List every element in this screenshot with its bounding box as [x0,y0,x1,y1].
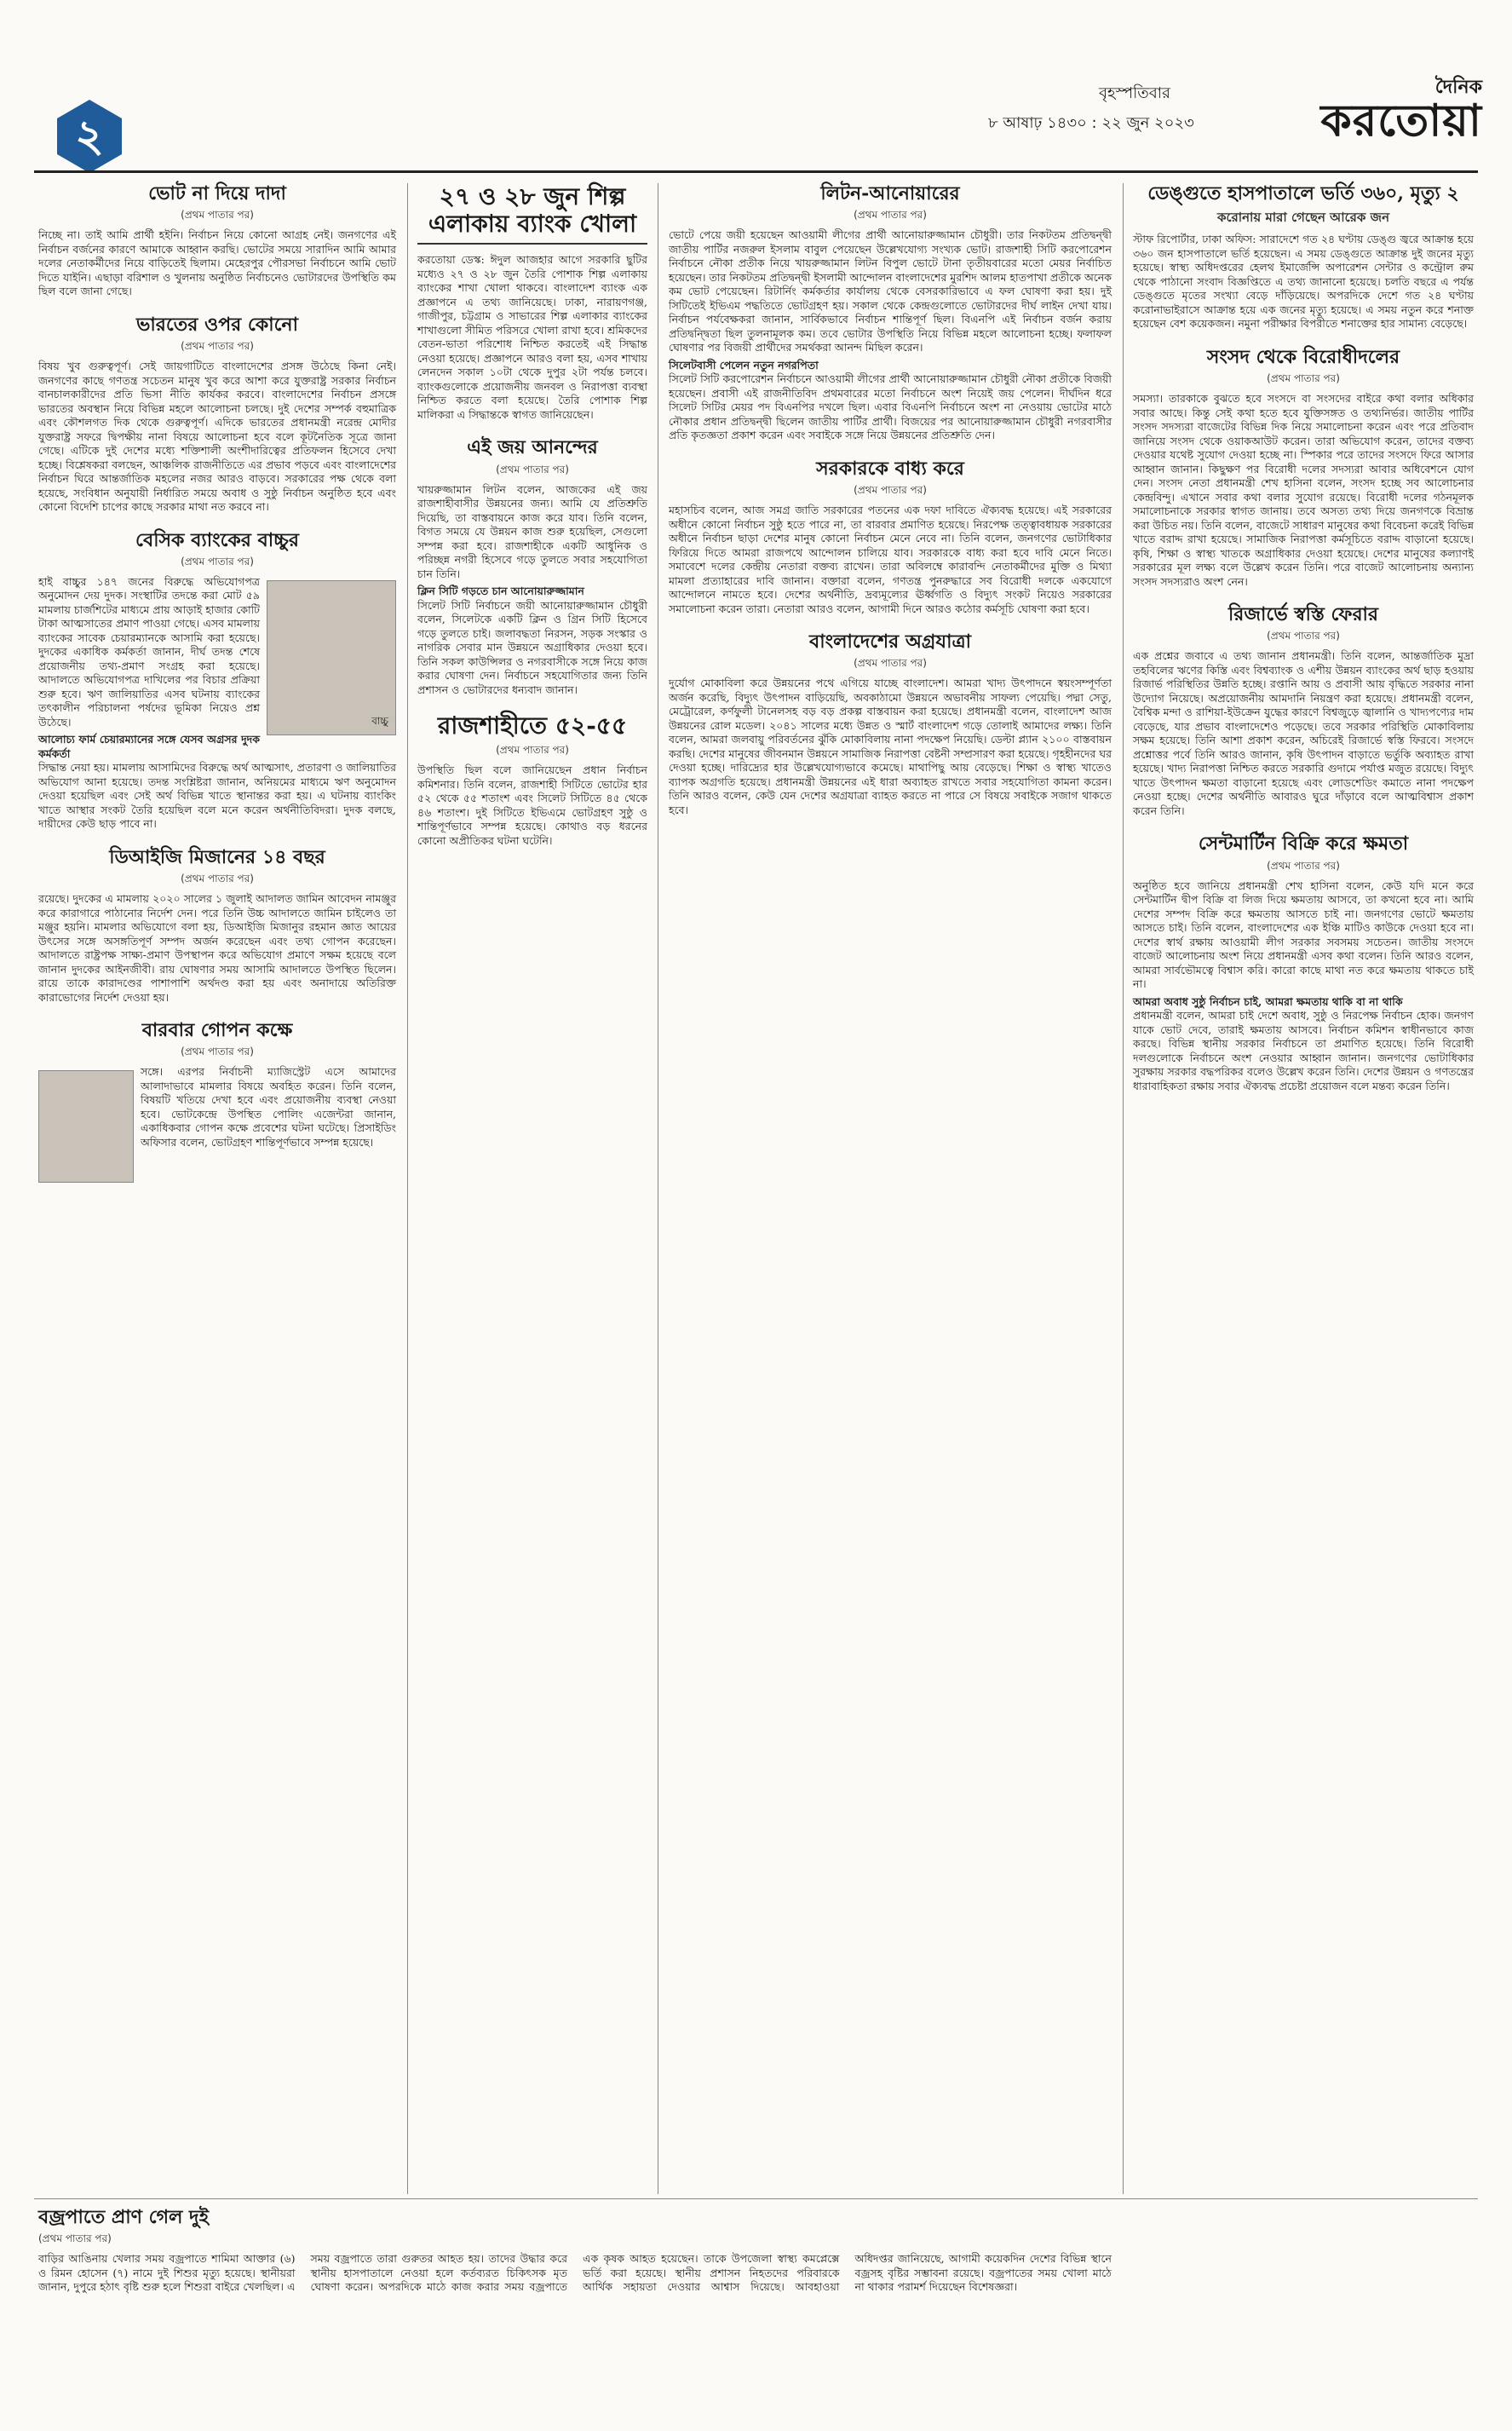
article-basic-bank [38,530,396,832]
headline: বেসিক ব্যাংকের বাচ্চুর [135,528,299,551]
article-reserve [1133,604,1474,818]
article-subhead: আলোচ্য ফার্ম চেয়ারম্যানের সঙ্গে যেসব অগ্রসর দুদক কর্মকর্তা [38,733,260,760]
masthead [0,0,1512,170]
article-body: ভোটে পেয়ে জয়ী হয়েছেন আওয়ামী লীগের প্রার্থী আনোয়ারুজ্জামান চৌধুরী। তার নিকটতম প্রতিদ্বন্দ্বী জাতীয় পার্টির নজরুল ইসলাম বাবুল পেয়েছেন উল্লেখযোগ্য সংখ্যক ভোট। রাজশাহী সিটি করপোরেশন নির্বাচনে নৌকা প্রতীক নিয়ে খায়রুজ্জামান লিটন বিপুল ভোটে টানা তৃতীয়বারের মতো মেয়র নির্বাচিত হয়েছেন। তার নিকটতম প্রতিদ্বন্দ্বী ইসলামী আন্দোলন বাংলাদেশের মুরশিদ আলম হাতপাখা প্রতীকে অনেক কম ভোট পেয়েছেন। রিটার্নিং কর্মকর্তার কার্যালয় থেকে বেসরকারিভাবে এ ফল ঘোষণা করা হয়। দুই সিটিতেই ইভিএম পদ্ধতিতে ভোটগ্রহণ হয়। সকাল থেকে কেন্দ্রগুলোতে ভোটারদের দীর্ঘ লাইন দেখা যায়। নির্বাচন পর্যবেক্ষকরা জানান, সার্বিকভাবে নির্বাচন শান্তিপূর্ণ ছিল। বিএনপি এই নির্বাচন বর্জন করায় প্রতিদ্বন্দ্বিতা ছিল তুলনামূলক কম। তবে ভোটার উপস্থিতি নিয়ে বিভিন্ন মহলে আলোচনা হচ্ছে। ফলাফল ঘোষণার পর বিজয়ী প্রার্থীদের সমর্থকরা আনন্দ মিছিল করেন। [669,228,1112,354]
issue-day: বৃহস্পতিবার [1099,84,1170,102]
continuation-note: (প্রথম পাতার পর) [854,484,927,497]
continuation-note: (প্রথম পাতার পর) [1267,859,1340,872]
article-body: মহাসচিব বলেন, আজ সমগ্র জাতি সরকারের পতনের এক দফা দাবিতে ঐক্যবদ্ধ হয়েছে। এই সরকারের অধীনে কোনো নির্বাচন সুষ্ঠু হতে পারে না, তা বারবার প্রমাণিত হয়েছে। নিরপেক্ষ তত্ত্বাবধায়ক সরকারের অধীনে নির্বাচন ছাড়া দেশের মানুষ কোনো নির্বাচন মেনে নেবে না। তিনি বলেন, জনগণের ভোটাধিকার ফিরিয়ে দিতে আমরা রাজপথে আন্দোলন চালিয়ে যাব। সরকারকে বাধ্য করা হবে দাবি মেনে নিতে। সমাবেশে দলের কেন্দ্রীয় নেতারা বক্তব্য রাখেন। তারা অবিলম্বে কারাবন্দি নেতাকর্মীদের মুক্তি ও মিথ্যা মামলা প্রত্যাহারের দাবি জানান। বক্তারা বলেন, গণতন্ত্র পুনরুদ্ধারে সব বিরোধী দলকে একযোগে আন্দোলনে নামতে হবে। দেশের অর্থনীতি, দ্রব্যমূল্যের ঊর্ধ্বগতি ও বিদ্যুৎ সংকট নিয়েও সরকারের সমালোচনা করেন তারা। নেতারা আরও বলেন, আগামী দিনে আরও কঠোর কর্মসূচি ঘোষণা করা হবে। [669,504,1112,615]
article-body-2: সিলেট সিটি করপোরেশন নির্বাচনে আওয়ামী লীগের প্রার্থী আনোয়ারুজ্জামান চৌধুরী নৌকা প্রতীকে বিজয়ী হয়েছেন। প্রবাসী এই রাজনীতিবিদ প্রথমবারের মতো নির্বাচনে অংশ নিয়েই জয় পেলেন। দীর্ঘদিন ধরে সিলেট সিটির মেয়র পদ বিএনপির দখলে ছিল। এবার বিএনপি নির্বাচনে অংশ না নেওয়ায় ভোটের মাঠে নৌকার প্রধান প্রতিদ্বন্দ্বী ছিলেন জাতীয় পার্টির প্রার্থী। বিজয়ের পর আনোয়ারুজ্জামান চৌধুরী নগরবাসীর প্রতি কৃতজ্ঞতা প্রকাশ করেন এবং সবাইকে সঙ্গে নিয়ে উন্নয়নের প্রতিশ্রুতি দেন। [669,372,1112,442]
continuation-note: (প্রথম পাতার পর) [854,209,927,222]
headline: বাংলাদেশের অগ্রযাত্রা [808,631,971,654]
portrait-photo [267,580,396,735]
article-body: বাড়ির আঙিনায় খেলার সময় বজ্রপাতে শামিমা আক্তার (৬) ও রিমন হোসেন (৭) নামে দুই শিশুর মৃত্যু হয়েছে। স্থানীয়রা জানান, দুপুরে হঠাৎ বৃষ্টি শুরু হলে শিশুরা বাইরে খেলছিল। এ সময় বজ্রপাতে তারা গুরুতর আহত হয়। তাদের উদ্ধার করে স্থানীয় হাসপাতালে নেওয়া হলে কর্তব্যরত চিকিৎসক মৃত ঘোষণা করেন। অপরদিকে মাঠে কাজ করার সময় বজ্রপাতে এক কৃষক আহত হয়েছেন। তাকে উপজেলা স্বাস্থ্য কমপ্লেক্সে ভর্তি করা হয়েছে। স্থানীয় প্রশাসন নিহতদের পরিবারকে আর্থিক সহায়তা দেওয়ার আশ্বাস দিয়েছে। আবহাওয়া অধিদপ্তর জানিয়েছে, আগামী কয়েকদিন দেশের বিভিন্ন স্থানে বজ্রসহ বৃষ্টির সম্ভাবনা রয়েছে। বজ্রপাতের সময় খোলা মাঠে না থাকার পরামর্শ দিয়েছেন বিশেষজ্ঞরা। [38,2252,1112,2294]
masthead-rule [34,170,1478,173]
article-body: খায়রুজ্জামান লিটন বলেন, আজকের এই জয় রাজশাহীবাসীর উন্নয়নের জন্য। আমি যে প্রতিশ্রুতি দিয়েছি, তা বাস্তবায়নে কাজ করে যাব। তিনি বলেন, বিগত সময়ে যে উন্নয়ন কাজ শুরু হয়েছিল, সেগুলো সম্পন্ন করা হবে। রাজশাহীকে একটি আধুনিক ও পরিচ্ছন্ন নগরী হিসেবে গড়ে তুলতে সবার সহযোগিতা চান তিনি। [417,482,647,580]
article-subhead: আমরা অবাধ সুষ্ঠু নির্বাচন চাই, আমরা ক্ষমতায় থাকি বা না থাকি [1133,994,1403,1008]
continuation-note: (প্রথম পাতার পর) [1267,630,1340,642]
continuation-note: (প্রথম পাতার পর) [181,873,254,885]
continuation-note: (প্রথম পাতার পর) [181,340,254,353]
column-divider [407,183,408,2194]
article-india [38,314,396,515]
article-joy-anonder [417,437,647,697]
article-body: করতোয়া ডেস্ক: ঈদুল আজহার আগে সরকারি ছুটির মধ্যেও ২৭ ও ২৮ জুন তৈরি পোশাক শিল্প এলাকায় ব্যাংকের শাখা খোলা থাকবে। বাংলাদেশ ব্যাংক এক প্রজ্ঞাপনে এ তথ্য জানিয়েছে। ঢাকা, নারায়ণগঞ্জ, গাজীপুর, চট্টগ্রাম ও সাভারের শিল্প এলাকার ব্যাংকের শাখাগুলো সীমিত পরিসরে খোলা রাখা হবে। শ্রমিকদের বেতন-ভাতা পরিশোধ নিশ্চিত করতেই এই সিদ্ধান্ত নেওয়া হয়েছে। প্রজ্ঞাপনে আরও বলা হয়, এসব শাখায় লেনদেন সকাল ১০টা থেকে দুপুর ২টা পর্যন্ত চলবে। ব্যাংকগুলোকে প্রয়োজনীয় জনবল ও নিরাপত্তা ব্যবস্থা নিশ্চিত করতে বলা হয়েছে। তৈরি পোশাক শিল্প মালিকরা এ সিদ্ধান্তকে স্বাগত জানিয়েছেন। [417,253,647,421]
article-body: হাই বাচ্চুর ১৪৭ জনের বিরুদ্ধে অভিযোগপত্র অনুমোদন দেয় দুদক। সংস্থাটির তদন্তে করা মোট ৫৯ মামলায় চার্জশিটের মাধ্যমে প্রায় আড়াই হাজার কোটি টাকা আত্মসাতের প্রমাণ পাওয়া গেছে। এসব মামলায় ব্যাংকের সাবেক চেয়ারম্যানকে আসামি করা হয়েছে। দুদকের একাধিক কর্মকর্তা জানান, দীর্ঘ তদন্ত শেষে প্রয়োজনীয় তথ্য-প্রমাণ সংগ্রহ করা হয়েছে। আদালতে অভিযোগপত্র দাখিলের পর বিচার প্রক্রিয়া শুরু হবে। ঋণ জালিয়াতির এসব ঘটনায় ব্যাংকের তৎকালীন পরিচালনা পর্ষদের ভূমিকা নিয়েও প্রশ্ন উঠেছে। [38,574,260,729]
continuation-note: (প্রথম পাতার পর) [181,209,254,222]
article-body: এক প্রশ্নের জবাবে এ তথ্য জানান প্রধানমন্ত্রী। তিনি বলেন, আন্তর্জাতিক মুদ্রা তহবিলের ঋণের কিস্তি এবং বিশ্বব্যাংক ও এশীয় উন্নয়ন ব্যাংকের অর্থ ছাড় হওয়ায় রিজার্ভ পরিস্থিতির উন্নতি হচ্ছে। রপ্তানি আয় ও প্রবাসী আয় বৃদ্ধিতে সরকার নানা উদ্যোগ নিয়েছে। অপ্রয়োজনীয় আমদানি নিয়ন্ত্রণ করা হয়েছে। প্রধানমন্ত্রী বলেন, বৈশ্বিক মন্দা ও রাশিয়া-ইউক্রেন যুদ্ধের কারণে বিশ্বজুড়ে জ্বালানি ও খাদ্যপণ্যের দাম বেড়েছে, যার প্রভাব বাংলাদেশেও পড়েছে। তবে সরকার পরিস্থিতি মোকাবিলায় সক্ষম হয়েছে। তিনি আশা প্রকাশ করেন, অচিরেই রিজার্ভে স্বস্তি ফিরবে। সংসদে প্রশ্নোত্তর পর্বে তিনি আরও জানান, কৃষি উৎপাদন বাড়াতে ভর্তুকি অব্যাহত রাখা হয়েছে। খাদ্য নিরাপত্তা নিশ্চিত করতে সরকারি গুদামে পর্যাপ্ত মজুত রয়েছে। বিদ্যুৎ খাতে উৎপাদন ক্ষমতা বাড়ানো হয়েছে এবং লোডশেডিং কমাতে নানা পদক্ষেপ নেওয়া হচ্ছে। দেশের অর্থনীতি আবারও ঘুরে দাঁড়াবে বলে আত্মবিশ্বাস প্রকাশ করেন তিনি। [1133,649,1474,817]
headline: সরকারকে বাধ্য করে [816,457,964,480]
article-body-2: সিদ্ধান্ত নেয়া হয়। মামলায় আসামিদের বিরুদ্ধে অর্থ আত্মসাৎ, প্রতারণা ও জালিয়াতির অভিযোগ আনা হয়েছে। তদন্ত সংশ্লিষ্টরা জানান, অনিয়মের মাধ্যমে ঋণ অনুমোদন দেওয়া হয়েছিল এবং সেই অর্থ বিভিন্ন খাতে স্থানান্তর করা হয়। এ ঘটনায় ব্যাংকিং খাতে আস্থার সংকট তৈরি হয়েছিল বলে মনে করেন অর্থনীতিবিদরা। দুদক বলছে, দায়ীদের কেউ ছাড় পাবে না। [38,761,396,831]
logo-main-text: করতোয়া [1320,95,1482,147]
logo-small-text: দৈনিক [1434,76,1482,98]
page-number-badge [51,98,128,175]
continuation-note: (প্রথম পাতার পর) [181,1046,254,1058]
headline: সেন্টমার্টিন বিক্রি করে ক্ষমতা [1198,832,1409,855]
headline: ভারতের ওপর কোনো [136,313,298,336]
continuation-note: (প্রথম পাতার পর) [854,657,927,670]
newspaper-logo [1261,77,1482,145]
article-body: সঙ্গে। এরপর নির্বাচনী ম্যাজিস্ট্রেট এসে আমাদের আলাদাভাবে মামলার বিষয়ে অবহিত করেন। তিনি বলেন, বিষয়টি খতিয়ে দেখা হবে এবং প্রয়োজনীয় ব্যবস্থা নেওয়া হবে। ভোটকেন্দ্রে উপস্থিত পোলিং এজেন্টরা জানান, একাধিকবার গোপন কক্ষে প্রবেশের ঘটনা ঘটেছে। প্রিসাইডিং অফিসার বলেন, ভোটগ্রহণ শান্তিপূর্ণভাবে সম্পন্ন হয়েছে। [141,1065,396,1149]
headline: রাজশাহীতে ৫২-৫৫ [437,711,628,740]
article-body: নিচ্ছে না। তাই আমি প্রার্থী হইনি। নির্বাচন নিয়ে কোনো আগ্রহ নেই। জনগণের এই নির্বাচন বর্জনের কারণে আমাকে আহ্বান করছি। ভোটের সময়ে সারাদিন আমি আমার দলের নেতাকর্মীদের নিয়ে বাড়িতেই ছিলাম। মেহেরপুর পৌরসভা নির্বাচনে আমি ভোট দিতে যাইনি। এছাড়া বরিশাল ও খুলনায় অনুষ্ঠিত নির্বাচনেও ভোটারদের উপস্থিতি কম ছিল বলে জানা গেছে। [38,228,396,298]
headline: ২৭ ও ২৮ জুন শিল্প এলাকায় ব্যাংক খোলা [428,182,637,239]
continuation-note: (প্রথম পাতার পর) [1267,372,1340,385]
headline: রিজার্ভে স্বস্তি ফেরার [1227,603,1379,626]
headline: ডেঙ্গুতে হাসপাতালে ভর্তি ৩৬০, মৃত্যু ২ [1147,182,1459,205]
continuation-note: (প্রথম পাতার পর) [38,2232,112,2245]
article-subhead: ক্লিন সিটি গড়তে চান আনোয়ারুজ্জামান [417,585,584,598]
page-number: ২ [75,111,104,162]
article-body: সমস্যা। তারকাকে বুঝতে হবে সংসদে বা সংসদের বাইরে কথা বলার অধিকার সবার আছে। কিন্তু সেই কথা হতে হবে যুক্তিসঙ্গত ও তথ্যনির্ভর। জাতীয় পার্টির সংসদ সদস্যরা বাজেটের বিভিন্ন দিক নিয়ে সমালোচনা করেন এবং পরে প্রতিবাদ জানিয়ে সংসদ থেকে ওয়াকআউট করেন। তারা অভিযোগ করেন, তাদের বক্তব্য দেওয়ার যথেষ্ট সুযোগ দেওয়া হচ্ছে না। স্পিকার পরে তাদের সংসদে ফিরে আসার আহ্বান জানান। কিছুক্ষণ পর বিরোধী দলের সদস্যরা আবার অধিবেশনে যোগ দেন। সংসদ নেতা প্রধানমন্ত্রী শেখ হাসিনা বলেন, সংসদ হচ্ছে সব আলোচনার কেন্দ্রবিন্দু। এখানে সবার কথা বলার সুযোগ রয়েছে। বিরোধী দলের গঠনমূলক সমালোচনাকে সরকার স্বাগত জানায়। তবে অসত্য তথ্য দিয়ে জনগণকে বিভ্রান্ত করা উচিত নয়। তিনি বলেন, বাজেটে সাধারণ মানুষের কথা বিবেচনা করেই বিভিন্ন খাতে বরাদ্দ রাখা হয়েছে। সামাজিক নিরাপত্তা কর্মসূচিতে বরাদ্দ বাড়ানো হয়েছে। কৃষি, শিক্ষা ও স্বাস্থ্য খাতকে অগ্রাধিকার দেওয়া হয়েছে। দেশের মানুষের কল্যাণই সরকারের মূল লক্ষ্য বলে উল্লেখ করেন তিনি। পরে বাজেট আলোচনায় অন্যান্য সংসদ সদস্যরাও অংশ নেন। [1133,392,1475,588]
article-dengue [1133,183,1474,331]
headline: লিটন-আনোয়ারের [820,182,960,205]
article-gopon-kokkho [38,1020,396,1149]
column-2 [417,183,647,863]
headline: সংসদ থেকে বিরোধীদলের [1206,345,1400,368]
article-body: উপস্থিতি ছিল বলে জানিয়েছেন প্রধান নির্বাচন কমিশনার। তিনি বলেন, রাজশাহী সিটিতে ভোটের হার ৫২ থেকে ৫৫ শতাংশ এবং সিলেট সিটিতে ৪৫ থেকে ৪৬ শতাংশ। দুই সিটিতে ইভিএমে ভোটগ্রহণ সুষ্ঠু ও শান্তিপূর্ণভাবে সম্পন্ন হয়েছে। কোথাও বড় ধরনের কোনো অপ্রীতিকর ঘটনা ঘটেনি। [417,763,647,847]
portrait-photo [38,1070,134,1183]
continuation-note: (প্রথম পাতার পর) [496,744,569,757]
article-body-2: প্রধানমন্ত্রী বলেন, আমরা চাই দেশে অবাধ, সুষ্ঠু ও নিরপেক্ষ নির্বাচন হোক। জনগণ যাকে ভোট দেবে, তারাই ক্ষমতায় আসবে। নির্বাচন কমিশন স্বাধীনভাবে কাজ করছে। বিভিন্ন স্থানীয় সরকার নির্বাচনে তা প্রমাণিত হয়েছে। তিনি বিরোধী দলগুলোকে নির্বাচনে অংশ নেওয়ার আহ্বান জানান। জনগণের ভোটাধিকার সুরক্ষায় সরকার বদ্ধপরিকর বলেও উল্লেখ করেন তিনি। দেশের উন্নয়ন ও গণতন্ত্রের ধারাবাহিকতা রক্ষায় সবার ঐক্যবদ্ধ প্রচেষ্টা প্রয়োজন বলে মন্তব্য করেন তিনি। [1133,1009,1474,1092]
article-body: রয়েছে। দুদকের এ মামলায় ২০২০ সালের ১ জুলাই আদালত জামিন আবেদন নামঞ্জুর করে কারাগারে পাঠানোর নির্দেশ দেন। পরে তিনি উচ্চ আদালতে জামিন চাইলেও তা মঞ্জুর হয়নি। মামলার অভিযোগে বলা হয়, ডিআইজি মিজানুর রহমান জ্ঞাত আয়ের উৎসের সঙ্গে অসঙ্গতিপূর্ণ সম্পদ অর্জন করেছেন এবং তথ্য গোপন করেছেন। আদালতে রাষ্ট্রপক্ষ সাক্ষ্য-প্রমাণ উপস্থাপন করে অভিযোগ প্রমাণে সক্ষম হয়েছে বলে জানান দুদকের আইনজীবী। রায় ঘোষণার সময় আসামি আদালতে উপস্থিত ছিলেন। রায়ে তাকে কারাদণ্ডের পাশাপাশি অর্থদণ্ড করা হয় এবং অনাদায়ে অতিরিক্ত কারাভোগের নির্দেশ দেওয়া হয়। [38,892,396,1004]
headline: ডিআইজি মিজানের ১৪ বছর [109,845,325,868]
page-number-icon [51,98,128,175]
article-sentmartin [1133,833,1474,1093]
article-subhead: সিলেটবাসী পেলেন নতুন নগরপিতা [669,358,819,372]
bottom-section [38,2207,1112,2310]
column-3 [669,183,1112,832]
article-dig-mizan [38,847,396,1005]
headline-rule [417,243,647,245]
article-body-2: সিলেট সিটি নির্বাচনে জয়ী আনোয়ারুজ্জামান চৌধুরী বলেন, সিলেটকে একটি ক্লিন ও গ্রিন সিটি হিসেবে গড়ে তুলতে চাই। জলাবদ্ধতা নিরসন, সড়ক সংস্কার ও নাগরিক সেবার মান উন্নয়নে অগ্রাধিকার দেওয়া হবে। তিনি সকল কাউন্সিলর ও নগরবাসীকে সঙ্গে নিয়ে কাজ করার ঘোষণা দেন। নির্বাচনে সহযোগিতার জন্য তিনি প্রশাসন ও ভোটারদের ধন্যবাদ জানান। [417,598,647,696]
headline: বারবার গোপন কক্ষে [141,1019,293,1042]
article-body: স্টাফ রিপোর্টার, ঢাকা অফিস: সারাদেশে গত ২৪ ঘণ্টায় ডেঙ্গু জ্বরে আক্রান্ত হয়ে ৩৬০ জন হাসপাতালে ভর্তি হয়েছেন। এ সময় ডেঙ্গুতে আক্রান্ত দুই জনের মৃত্যু হয়েছে। স্বাস্থ্য অধিদপ্তরের হেলথ ইমার্জেন্সি অপারেশন সেন্টার ও কন্ট্রোল রুম থেকে পাঠানো সংবাদ বিজ্ঞপ্তিতে এ তথ্য জানানো হয়েছে। চলতি বছরে এ পর্যন্ত ডেঙ্গুতে মৃতের সংখ্যা বেড়ে দাঁড়িয়েছে। অপরদিকে দেশে গত ২৪ ঘণ্টায় করোনাভাইরাসে আক্রান্ত হয়ে এক জনের মৃত্যু হয়েছে। এ সময় নতুন করে শনাক্ত হয়েছেন বেশ কয়েকজন। নমুনা পরীক্ষার বিপরীতে শনাক্তের হার সামান্য বেড়েছে। [1133,233,1474,331]
article-sarkar-badhyo [669,458,1112,616]
column-divider [1123,183,1124,2194]
article-liton-anwar [669,183,1112,443]
column-1 [38,183,396,1188]
continuation-note: (প্রথম পাতার পর) [496,463,569,475]
continuation-note: (প্রথম পাতার পর) [181,555,254,567]
article-body: অনুষ্ঠিত হবে জানিয়ে প্রধানমন্ত্রী শেখ হাসিনা বলেন, কেউ যদি মনে করে সেন্টমার্টিন দ্বীপ বিক্রি বা লিজ দিয়ে ক্ষমতায় আসবে, তা কখনো হবে না। আমি দেশের সম্পদ বিক্রি করে ক্ষমতায় আসতে চাই না। জনগণের ভোটে ক্ষমতায় আসতে চাই। তিনি বলেন, বাংলাদেশের এক ইঞ্চি মাটিও কাউকে দেওয়া হবে না। দেশের স্বার্থ রক্ষায় আওয়ামী লীগ সরকার সবসময় সচেতন। জাতীয় সংসদে বাজেট আলোচনায় অংশ নিয়ে প্রধানমন্ত্রী এসব কথা বলেন। তিনি আরও বলেন, আমরা সার্বভৌমত্বে বিশ্বাস করি। কারো কাছে মাথা নত করে ক্ষমতায় থাকতে চাই না। [1133,879,1474,991]
photo-caption: বাচ্চু [371,714,388,727]
column-4 [1133,183,1474,1109]
article-vote [38,183,396,299]
article-body: বিষয় খুব গুরুত্বপূর্ণ। সেই জায়গাটিতে বাংলাদেশের প্রসঙ্গ উঠেছে কিনা নেই। জনগণের কাছে গণতন্ত্র সচেতন মানুষ খুব করে আশা করে যুক্তরাষ্ট্র সরকার নির্বাচন বানচালকারীদের প্রতি ভিসা নীতি কার্যকর করবে। বাংলাদেশের নির্বাচন প্রসঙ্গে ভারতের অবস্থান নিয়ে বিভিন্ন মহলে আলোচনা চলছে। দুই দেশের সম্পর্ক বহুমাত্রিক এবং কৌশলগত দিক থেকে গুরুত্বপূর্ণ। এদিকে ভারতের প্রধানমন্ত্রী নরেন্দ্র মোদীর যুক্তরাষ্ট্র সফরে দ্বিপক্ষীয় নানা বিষয়ে আলোচনা হবে বলে কূটনৈতিক সূত্রে জানা গেছে। এটিকে দুই দেশের মধ্যে শক্তিশালী অংশীদারিত্বের প্রতিফলন হিসেবে দেখা হচ্ছে। বিশ্লেষকরা বলছেন, আঞ্চলিক রাজনীতিতে এর প্রভাব পড়বে এবং বাংলাদেশের নির্বাচন ঘিরে আন্তর্জাতিক মহলের নজর আরও বাড়বে। সরকারের পক্ষ থেকে বলা হয়েছে, সংবিধান অনুযায়ী নির্ধারিত সময়ে অবাধ ও সুষ্ঠু নির্বাচন অনুষ্ঠিত হবে এবং কোনো বিদেশি চাপের কাছে সরকার মাথা নত করবে না। [38,360,396,514]
article-bojropat [38,2207,1112,2295]
headline: ভোট না দিয়ে দাদা [148,182,286,205]
article-bank-open [417,183,647,422]
headline: বজ্রপাতে প্রাণ গেল দুই [38,2206,210,2228]
article-sangsad [1133,347,1474,589]
bottom-section-rule [34,2198,1478,2199]
article-bangladesh-progress [669,631,1112,817]
article-rajshahi-vote [417,712,647,848]
sub-headline: করোনায় মারা গেছেন আরেক জন [1216,210,1390,226]
headline: এই জয় আনন্দের [467,436,598,459]
article-body: দুর্যোগ মোকাবিলা করে উন্নয়নের পথে এগিয়ে যাচ্ছে বাংলাদেশ। আমরা খাদ্য উৎপাদনে স্বয়ংসম্পূর্ণতা অর্জন করেছি, বিদ্যুৎ উৎপাদন বাড়িয়েছি, অবকাঠামো উন্নয়নে অভাবনীয় সাফল্য পেয়েছি। পদ্মা সেতু, মেট্রোরেল, কর্ণফুলী টানেলসহ বড় বড় প্রকল্প বাস্তবায়ন করা হয়েছে। প্রধানমন্ত্রী বলেন, বাংলাদেশ আজ উন্নয়নের রোল মডেল। ২০৪১ সালের মধ্যে উন্নত ও স্মার্ট বাংলাদেশ গড়ে তোলাই আমাদের লক্ষ্য। তিনি বলেন, আমরা জলবায়ু পরিবর্তনের ঝুঁকি মোকাবিলায় নানা পদক্ষেপ নিয়েছি। ডেল্টা প্ল্যান ২১০০ বাস্তবায়ন করছি। দেশের মানুষের জীবনমান উন্নয়নে সামাজিক নিরাপত্তা বেষ্টনী সম্প্রসারণ করা হয়েছে। গৃহহীনদের ঘর দেওয়া হচ্ছে। দারিদ্র্যের হার উল্লেখযোগ্যভাবে কমেছে। মাথাপিছু আয় বেড়েছে। শিক্ষা ও স্বাস্থ্য খাতেও ব্যাপক অগ্রগতি হয়েছে। প্রধানমন্ত্রী উন্নয়নের এই ধারা অব্যাহত রাখতে সবার সহযোগিতা কামনা করেন। তিনি আরও বলেন, কেউ যেন দেশের অগ্রযাত্রা ব্যাহত করতে না পারে সে বিষয়ে সবাইকে সজাগ থাকতে হবে। [669,677,1112,816]
issue-date: ৮ আষাঢ় ১৪৩০ : ২২ জুন ২০২৩ [988,114,1194,132]
